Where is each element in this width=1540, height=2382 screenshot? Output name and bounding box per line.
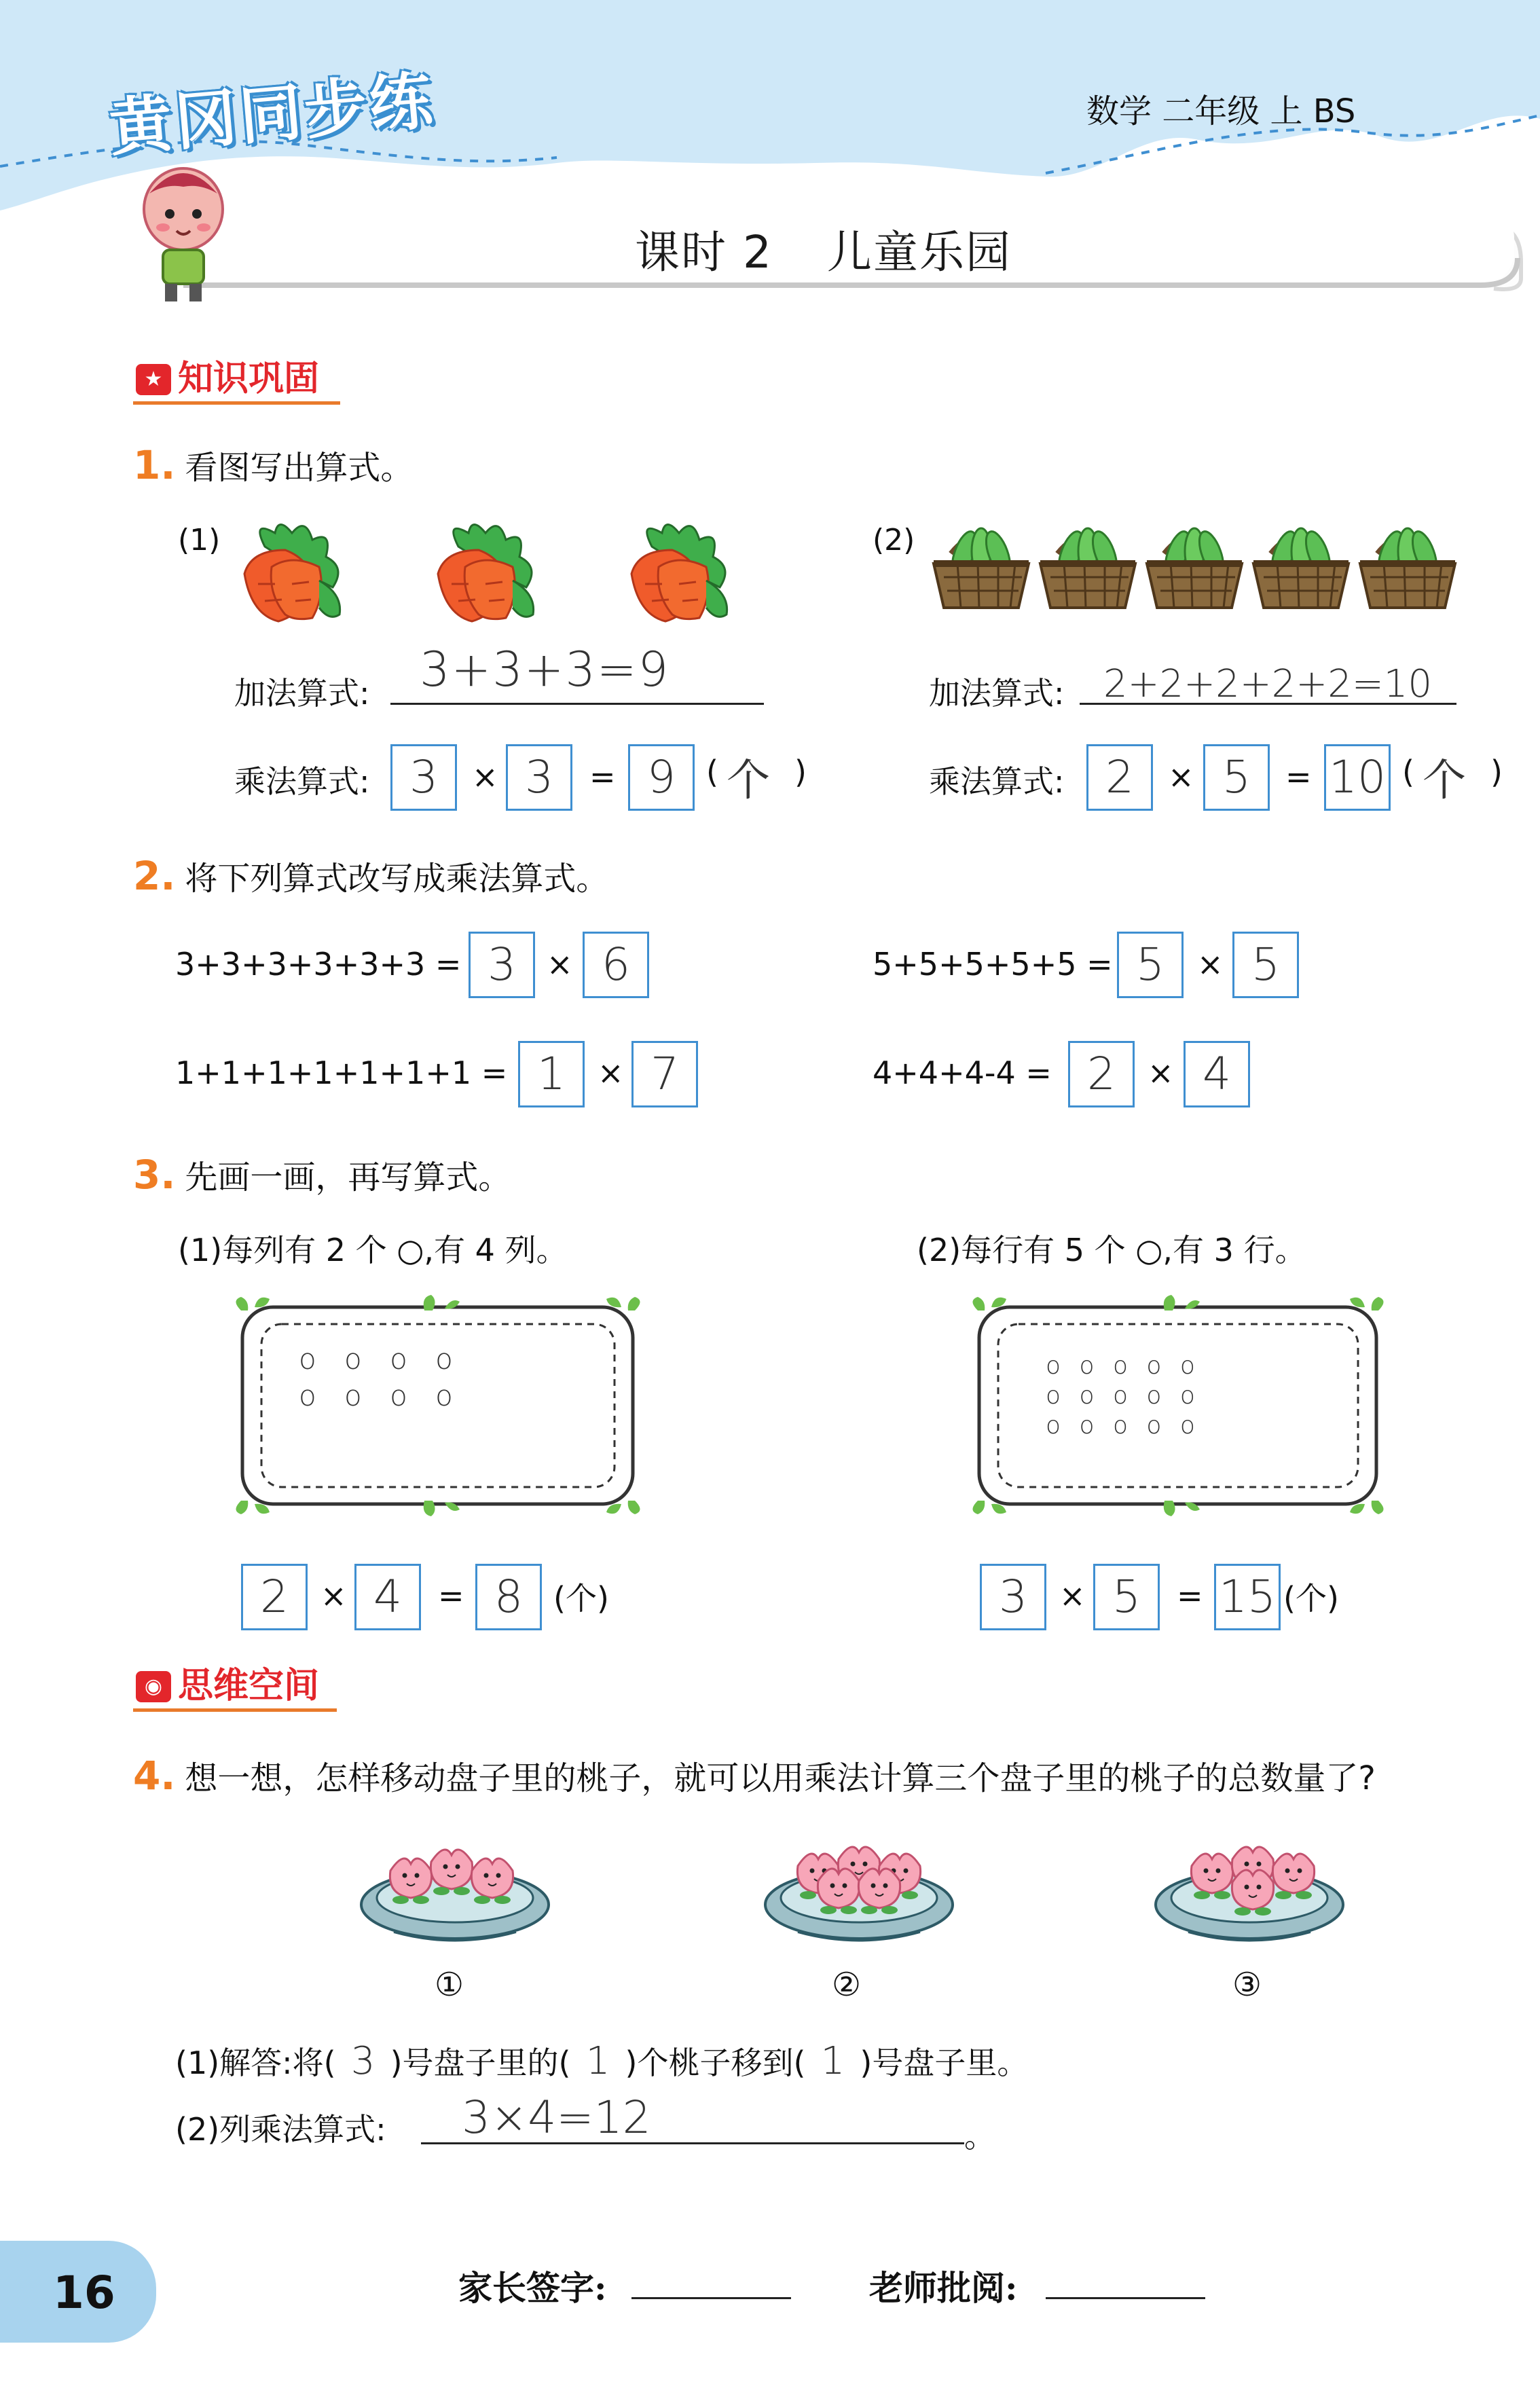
q1-part2-mul-label: 乘法算式:: [929, 763, 1065, 800]
q4-ans2-end: 。: [964, 2118, 995, 2155]
q1-part2-box-a[interactable]: 2: [1086, 744, 1153, 811]
lesson-name: 儿童乐园: [826, 226, 1012, 278]
q4-ans1-suffix: )号盘子里。: [860, 2045, 1029, 2081]
q1-part2-unit-open: (: [1402, 754, 1414, 790]
q1-part2-unit[interactable]: 个: [1423, 756, 1466, 806]
star-icon: ★: [136, 364, 171, 395]
page-number: 16: [53, 2267, 115, 2319]
q1-part1-unit-open: (: [706, 754, 718, 790]
q1-part1-label: (1): [178, 523, 221, 557]
brand-logo: 黄冈同步练: [106, 64, 438, 165]
q3-part2-box-a[interactable]: 3: [980, 1564, 1046, 1630]
lesson-title: [635, 216, 1012, 280]
q2-item3-box-b[interactable]: 7: [631, 1041, 698, 1107]
q3-part2-box-b[interactable]: 5: [1093, 1564, 1160, 1630]
q4-ans2-answer[interactable]: 3×4=12: [462, 2091, 651, 2144]
equals-sign: =: [438, 1577, 464, 1614]
carrot-bunch-icon: [238, 519, 828, 635]
question-3: [133, 1151, 511, 1198]
q1-part1-add-answer[interactable]: 3+3+3=9: [420, 642, 670, 697]
q3-part1-box-c[interactable]: 8: [475, 1564, 542, 1630]
plate-label-2: ②: [832, 1966, 862, 2004]
q3-part2-unit: (个): [1283, 1580, 1339, 1617]
mascot-icon: [139, 156, 227, 306]
subject-grade: 数学 二年级 上 BS: [1086, 92, 1356, 130]
q1-part2-add-answer[interactable]: 2+2+2+2+2=10: [1103, 662, 1433, 706]
q4-ans1-count[interactable]: 1: [585, 2039, 610, 2083]
q1-part2-box-b[interactable]: 5: [1203, 744, 1270, 811]
question-2: [133, 852, 608, 899]
q1-part2-box-c[interactable]: 10: [1324, 744, 1391, 811]
q3-part2-box-c[interactable]: 15: [1214, 1564, 1281, 1630]
times-sign: ×: [1168, 758, 1194, 795]
plate-label-3: ③: [1232, 1966, 1262, 2004]
q2-item4-box-a[interactable]: 2: [1068, 1041, 1135, 1107]
q2-item1-expr: 3+3+3+3+3+3 =: [175, 946, 462, 983]
q4-ans1-mid: )号盘子里的(: [390, 2045, 571, 2081]
vegetable-basket-icon: [930, 523, 1467, 618]
question-text: 想一想，怎样移动盘子里的桃子，就可以用乘法计算三个盘子里的桃子的总数量了?: [185, 1759, 1376, 1797]
teacher-review-label: 老师批阅:: [869, 2268, 1018, 2308]
q1-part2-add-label: 加法算式:: [929, 675, 1065, 712]
q2-item2-box-a[interactable]: 5: [1117, 932, 1184, 998]
q2-item3-expr: 1+1+1+1+1+1+1 =: [175, 1055, 508, 1091]
q3-part1-unit: (个): [553, 1580, 609, 1617]
q2-item2-expr: 5+5+5+5+5 =: [873, 946, 1113, 983]
q2-item4-box-b[interactable]: 4: [1184, 1041, 1250, 1107]
q2-item2-box-b[interactable]: 5: [1232, 932, 1299, 998]
q1-part1-add-label: 加法算式:: [234, 675, 370, 712]
times-sign: ×: [598, 1055, 624, 1091]
q1-part1-unit[interactable]: 个: [727, 756, 770, 806]
times-sign: ×: [1197, 946, 1224, 983]
q1-part2-add-line: [1080, 703, 1456, 705]
question-4: [133, 1752, 1491, 1799]
question-number: 2.: [133, 853, 176, 899]
parent-sign-label: 家长签字:: [458, 2268, 607, 2308]
q4-ans1-prefix: (1)解答:将(: [175, 2045, 336, 2081]
times-sign: ×: [320, 1577, 347, 1614]
question-1: [133, 441, 413, 488]
q4-ans1-plate[interactable]: 3: [350, 2039, 375, 2083]
question-number: 1.: [133, 442, 176, 488]
q4-ans2-label: (2)列乘法算式:: [175, 2111, 386, 2148]
times-sign: ×: [547, 946, 573, 983]
q3-part2-drawing[interactable]: o o o o o o o o o o o o o o o: [1046, 1352, 1200, 1440]
question-text: 看图写出算式。: [185, 449, 414, 487]
section-knowledge: [133, 353, 340, 405]
q3-part1-text: (1)每列有 2 个 ○,有 4 列。: [178, 1232, 568, 1268]
question-text: 将下列算式改写成乘法算式。: [185, 860, 609, 898]
lightbulb-icon: ◉: [136, 1671, 171, 1702]
q2-item4-expr: 4+4+4-4 =: [873, 1055, 1052, 1091]
question-number: 4.: [133, 1753, 176, 1799]
q4-ans1-mid2: )个桃子移到(: [625, 2045, 806, 2081]
q1-part1-add-line: [390, 703, 764, 705]
q1-part2-label: (2): [873, 523, 915, 557]
equals-sign: =: [589, 758, 616, 795]
q3-part2-text: (2)每行有 5 个 ○,有 3 行。: [917, 1232, 1306, 1268]
section-knowledge-label: 知识巩固: [178, 359, 320, 399]
q1-part1-mul-label: 乘法算式:: [234, 763, 370, 800]
q3-part1-box-b[interactable]: 4: [354, 1564, 421, 1630]
q3-part1-box-a[interactable]: 2: [241, 1564, 308, 1630]
q1-part1-unit-close: ): [794, 754, 807, 790]
q2-item1-box-b[interactable]: 6: [583, 932, 649, 998]
equals-sign: =: [1177, 1577, 1203, 1614]
q1-part1-box-a[interactable]: 3: [390, 744, 457, 811]
q3-part1-drawing[interactable]: o o o o o o o o: [299, 1342, 462, 1412]
parent-sign-line[interactable]: [631, 2297, 791, 2299]
q1-part2-unit-close: ): [1490, 754, 1503, 790]
section-thinking-label: 思维空间: [178, 1666, 320, 1706]
times-sign: ×: [1148, 1055, 1174, 1091]
equals-sign: =: [1285, 758, 1312, 795]
question-number: 3.: [133, 1152, 176, 1198]
q2-item3-box-a[interactable]: 1: [518, 1041, 585, 1107]
peach-plates-icon: [353, 1830, 1351, 1949]
question-text: 先画一画，再写算式。: [185, 1158, 511, 1196]
teacher-review-line[interactable]: [1046, 2297, 1205, 2299]
page-number-tab: [0, 2241, 156, 2343]
q4-ans2-line: [421, 2142, 964, 2144]
lesson-number: 课时 2: [635, 226, 773, 278]
section-thinking: [133, 1660, 337, 1712]
times-sign: ×: [472, 758, 498, 795]
q1-part1-box-b[interactable]: 3: [506, 744, 572, 811]
times-sign: ×: [1059, 1577, 1086, 1614]
q4-answer-1: [175, 2038, 1028, 2083]
q4-ans1-target[interactable]: 1: [820, 2039, 845, 2083]
plate-label-1: ①: [435, 1966, 464, 2004]
q1-part1-box-c[interactable]: 9: [628, 744, 695, 811]
q2-item1-box-a[interactable]: 3: [469, 932, 535, 998]
